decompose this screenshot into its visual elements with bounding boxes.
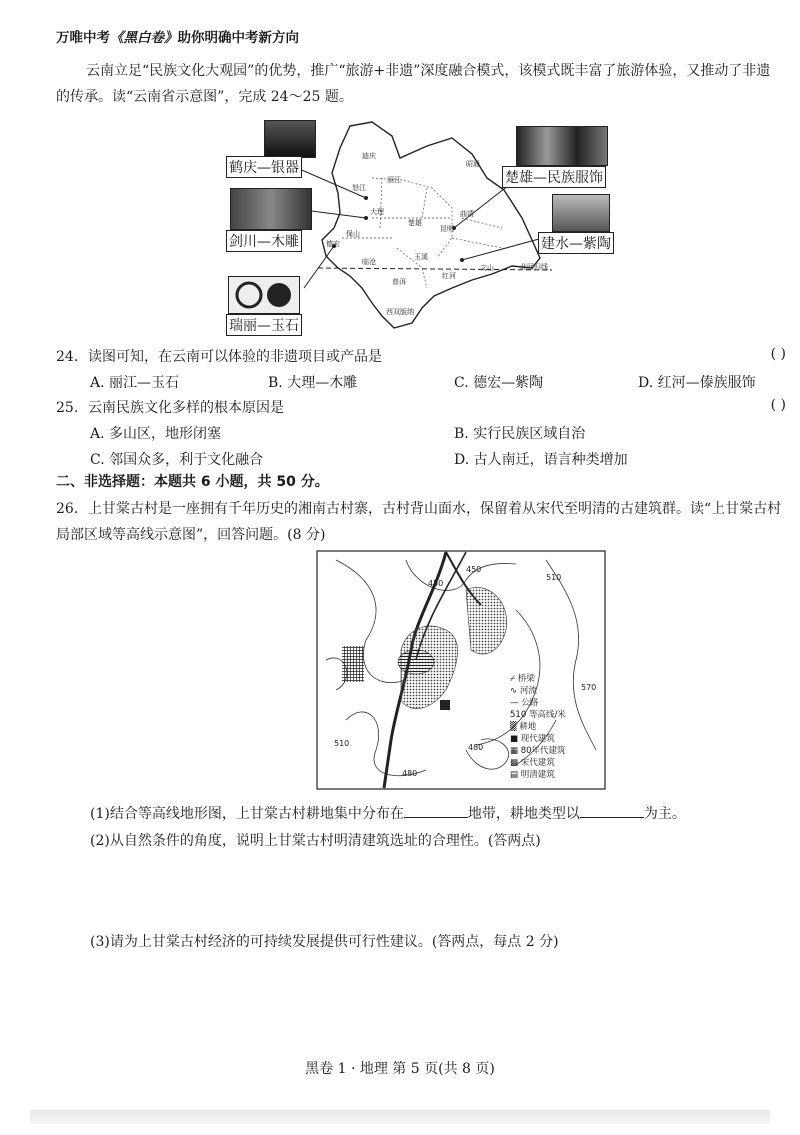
q24-answer-paren: ( )	[770, 346, 786, 362]
map-place: 丽江	[387, 176, 401, 184]
intro-paragraph: 云南立足“民族文化大观园”的优势，推广“旅游+非遗”深度融合模式，该模式既丰富了旅游体验，又推动了非遗的传承。读“云南省示意图”，完成 24～25 题。	[56, 63, 771, 105]
contour-label: 510	[334, 739, 350, 748]
scan-shadow	[30, 1110, 770, 1124]
caption-costume: 楚雄—民族服饰	[502, 166, 606, 188]
header-suffix: 助你明确中考新方向	[177, 30, 299, 46]
legend-road: — 公路	[510, 698, 539, 708]
photo-woodcarving	[230, 188, 312, 230]
photo-silver	[264, 120, 316, 158]
song-buildings	[342, 646, 364, 682]
q24-option-d: D. 红河—傣族服饰	[638, 375, 756, 391]
header-prefix: 万唯中考	[56, 30, 110, 46]
legend-80s: ▦ 80年代建筑	[510, 746, 566, 756]
caption-jade: 瑞丽—玉石	[226, 314, 302, 336]
question-24	[56, 346, 786, 396]
ming-qing-building-icon: ▤	[510, 770, 521, 780]
legend-contour: 510 等高线/米	[510, 710, 566, 720]
map-place: 德宏	[326, 240, 340, 248]
q26-stem: 上甘棠古村是一座拥有千年历史的湘南古村寨，古村背山面水，保留着从宋代至明清的古建筑群。读“上甘棠古村局部区域等高线示意图”，回答问题。(8 分)	[56, 501, 782, 543]
farmland-icon: ▒	[510, 722, 520, 732]
q25-number: 25.	[56, 400, 79, 416]
q25-stem: 云南民族文化多样的根本原因是	[88, 400, 284, 416]
q25-option-a: A. 多山区，地形闭塞	[90, 426, 222, 442]
legend-song: ▩ 宋代建筑	[510, 758, 555, 768]
80s-building-icon: ▦	[510, 746, 521, 756]
map-place: 普洱	[392, 278, 406, 286]
map-place: 文山	[480, 264, 494, 272]
ming-qing-buildings	[398, 650, 434, 674]
modern-building-icon: ■	[510, 734, 521, 744]
legend-river: ∿ 河流	[510, 686, 537, 696]
yunnan-outline	[322, 122, 540, 328]
q26-sub3: (3)请为上甘棠古村经济的可持续发展提供可行性建议。(答两点，每点 2 分)	[90, 934, 559, 950]
map-place: 昭通	[466, 160, 480, 168]
q24-stem: 读图可知，在云南可以体验的非遗项目或产品是	[88, 349, 382, 365]
section-2-title: 二、非选择题：本题共 6 小题，共 50 分。	[56, 474, 329, 490]
q24-option-c: C. 德宏—紫陶	[454, 375, 544, 391]
contour-label: 450	[428, 579, 444, 588]
bridge-icon: ⌿	[510, 674, 518, 684]
legend-ming-qing: ▤ 明清建筑	[510, 770, 555, 780]
map-place: 迪庆	[362, 152, 376, 160]
q25-answer-paren: ( )	[770, 397, 786, 413]
q25-option-b: B. 实行民族区域自治	[454, 426, 586, 442]
contour-label: 480	[468, 743, 484, 752]
yunnan-map-figure	[222, 118, 614, 336]
q26-sub1: (1)结合等高线地形图，上甘棠古村耕地集中分布在 地带，耕地类型以 为主。	[90, 803, 686, 823]
header-brand: 《黑白卷》	[110, 30, 178, 46]
photo-jade	[228, 276, 300, 314]
page-header	[56, 26, 299, 46]
road-icon: —	[510, 698, 522, 708]
modern-buildings	[440, 700, 450, 710]
contour-label: 450	[466, 565, 482, 574]
map-place: 怒江	[352, 184, 366, 192]
contour-label: 510	[546, 573, 562, 582]
answer-blank-1[interactable]	[404, 803, 468, 818]
caption-silver: 鹤庆—银器	[226, 156, 302, 178]
legend-modern: ■ 现代建筑	[510, 734, 555, 744]
answer-blank-2[interactable]	[580, 803, 644, 818]
q25-option-c: C. 邻国众多，利于文化融合	[90, 452, 264, 468]
page-footer: 黑卷 1 · 地理 第 5 页(共 8 页)	[305, 1061, 495, 1077]
q26-number: 26.	[56, 501, 79, 517]
map-place: 保山	[346, 230, 360, 238]
map-place: 玉溪	[414, 253, 428, 261]
map-place: 昆明	[440, 225, 454, 233]
q26-sub2: (2)从自然条件的角度，说明上甘棠古村明清建筑选址的合理性。(答两点)	[90, 833, 541, 849]
caption-woodcarving: 剑川—木雕	[226, 230, 302, 252]
map-place: 大理	[370, 208, 384, 216]
question-25	[56, 397, 786, 471]
question-26	[56, 496, 791, 548]
map-place: 曲靖	[460, 210, 474, 218]
photo-pottery	[552, 194, 610, 232]
q25-option-d: D. 古人南迁，语言种类增加	[454, 452, 628, 468]
legend-bridge: ⌿ 桥梁	[510, 674, 535, 684]
contour-map-figure	[316, 550, 606, 790]
legend-farmland: ▒ 耕地	[510, 722, 537, 732]
map-place: 红河	[442, 272, 456, 280]
q24-option-a: A. 丽江—玉石	[90, 375, 180, 391]
q24-number: 24.	[56, 349, 79, 365]
contour-label: 570	[581, 683, 597, 692]
map-place: 西双版纳	[386, 308, 414, 316]
photo-costume	[516, 126, 608, 166]
map-place: 临沧	[362, 258, 376, 266]
map-place: 楚雄	[408, 219, 422, 227]
tropic-label: 北回归线	[520, 263, 548, 271]
q24-option-b: B. 大理—木雕	[268, 375, 358, 391]
contour-label: 480	[402, 769, 418, 778]
song-building-icon: ▩	[510, 758, 521, 768]
river-icon: ∿	[510, 686, 520, 696]
caption-pottery: 建水—紫陶	[538, 232, 614, 254]
